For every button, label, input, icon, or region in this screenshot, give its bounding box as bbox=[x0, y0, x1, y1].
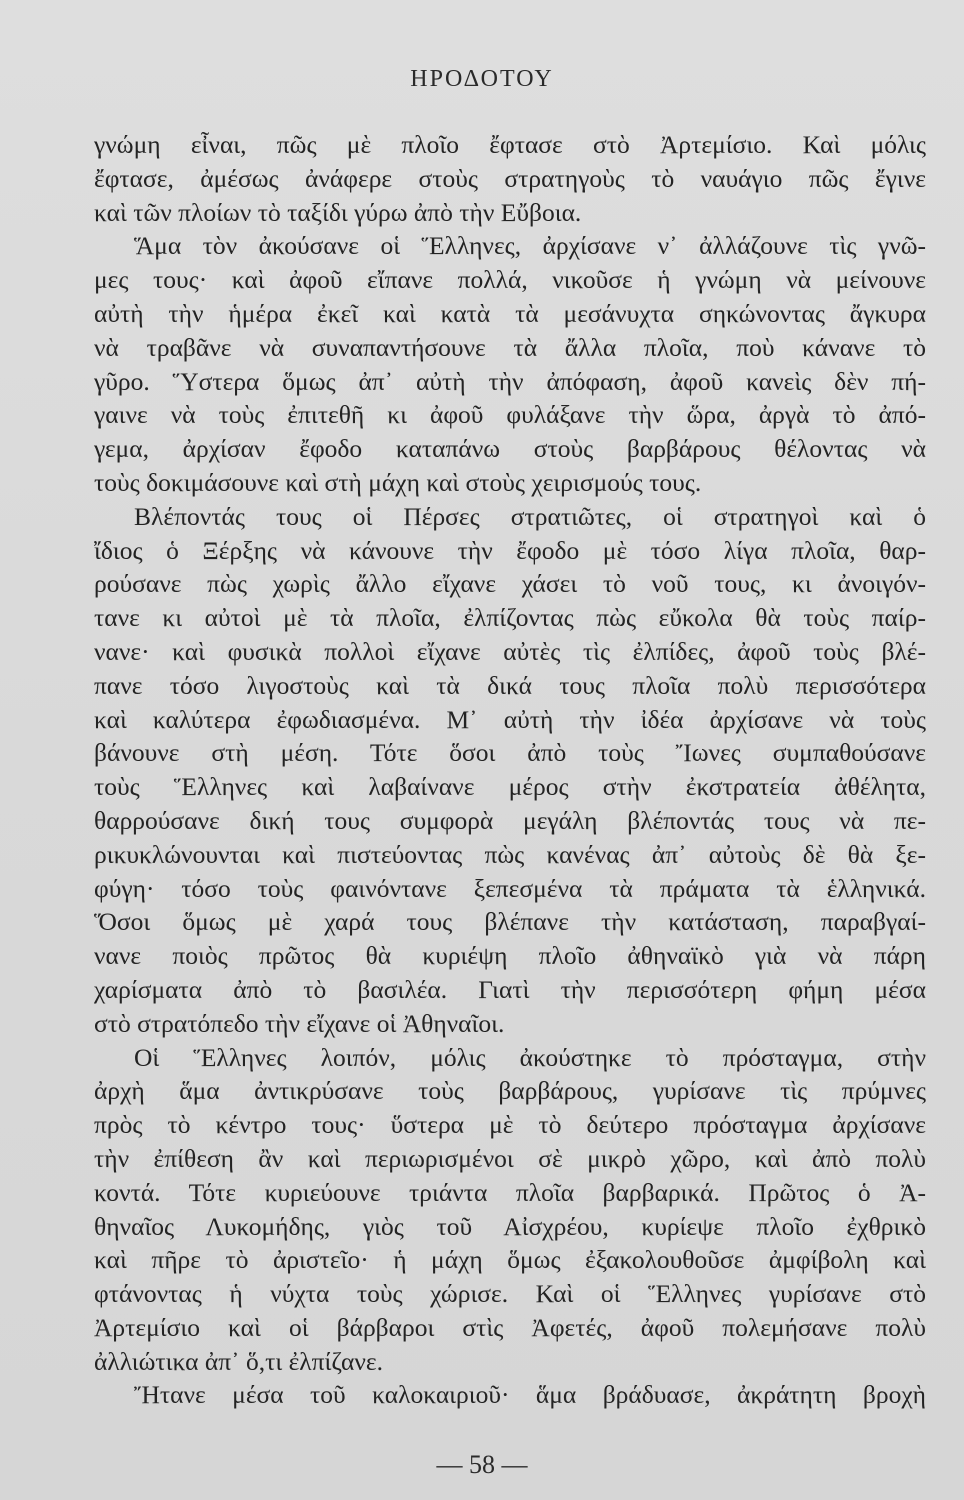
text-line: νὰ τραβᾶνε νὰ συναπαντήσουνε τὰ ἄλλα πλοῖα, ποὺ κάνανε τὸ bbox=[94, 332, 926, 362]
text-line: θηναῖος Λυκομήδης, γιὸς τοῦ Αἰσχρέου, κυρίεψε πλοῖο ἐχθρικὸ bbox=[94, 1211, 926, 1241]
text-line: καὶ καλύτερα ἐφωδιασμένα. Μ᾿ αὐτὴ τὴν ἰδέα ἀρχίσανε νὰ τοὺς bbox=[94, 704, 926, 734]
text-line: νανε ποιὸς πρῶτος θὰ κυριέψη πλοῖο ἀθηναϊκὸ γιὰ νὰ πάρη bbox=[94, 941, 926, 971]
text-line: στὸ στρατόπεδο τὴν εἴχανε οἱ Ἀθηναῖοι. bbox=[94, 1008, 505, 1038]
text-line: τοὺς δοκιμάσουνε καὶ στὴ μάχη καὶ στοὺς χειρισμούς τους. bbox=[94, 467, 702, 497]
page-number: — 58 — bbox=[436, 1450, 528, 1479]
text-line: τοὺς Ἕλληνες καὶ λαβαίνανε μέρος στὴν ἐκστρατεία ἀθέλητα, bbox=[94, 772, 926, 802]
text-line: Ὅσοι ὅμως μὲ χαρά τους βλέπανε τὴν κατάσταση, παραβγαί- bbox=[94, 907, 926, 937]
text-line: τὴν ἐπίθεση ἂν καὶ περιωρισμένοι σὲ μικρὸ χῶρο, καὶ ἀπὸ πολὺ bbox=[94, 1143, 926, 1173]
text-line: Βλέποντάς τους οἱ Πέρσες στρατιῶτες, οἱ στρατηγοὶ καὶ ὁ bbox=[134, 501, 926, 531]
text-line: μες τους· καὶ ἀφοῦ εἴπανε πολλά, νικοῦσε ἡ γνώμη νὰ μείνουνε bbox=[94, 265, 926, 295]
body-text bbox=[94, 128, 926, 1412]
text-line: Οἱ Ἕλληνες λοιπόν, μόλις ἀκούστηκε τὸ πρόσταγμα, στὴν bbox=[134, 1042, 926, 1072]
text-line: γῦρο. Ὕστερα ὅμως ἀπ᾿ αὐτὴ τὴν ἀπόφαση, ἀφοῦ κανεὶς δὲν πή- bbox=[94, 366, 926, 396]
text-line: ρούσανε πὼς χωρὶς ἄλλο εἴχανε χάσει τὸ νοῦ τους, κι ἀνοιγόν- bbox=[94, 569, 926, 599]
text-line: κοντά. Τότε κυριεύουνε τριάντα πλοῖα βαρβαρικά. Πρῶτος ὁ Ἀ- bbox=[94, 1177, 926, 1207]
text-line: θαρρούσανε δική τους συμφορὰ μεγάλη βλέποντάς τους νὰ πε- bbox=[94, 805, 926, 835]
text-line: πανε τόσο λιγοστοὺς καὶ τὰ δικά τους πλοῖα πολὺ περισσότερα bbox=[94, 670, 926, 700]
text-line: ἴδιος ὁ Ξέρξης νὰ κάνουνε τὴν ἔφοδο μὲ τόσο λίγα πλοῖα, θαρ- bbox=[94, 535, 926, 565]
text-line: πρὸς τὸ κέντρο τους· ὕστερα μὲ τὸ δεύτερο πρόσταγμα ἀρχίσανε bbox=[94, 1110, 926, 1140]
text-line: Ἤτανε μέσα τοῦ καλοκαιριοῦ· ἅμα βράδυασε, ἀκράτητη βροχὴ bbox=[134, 1380, 926, 1410]
text-line: τανε κι αὐτοὶ μὲ τὰ πλοῖα, ἐλπίζοντας πὼς εὔκολα θὰ τοὺς παίρ- bbox=[94, 603, 926, 633]
text-line: γνώμη εἶναι, πῶς μὲ πλοῖο ἔφτασε στὸ Ἀρτεμίσιο. Καὶ μόλις bbox=[94, 130, 926, 159]
running-header: ΗΡΟΔΟΤΟΥ bbox=[410, 66, 554, 92]
text-line: καὶ τῶν πλοίων τὸ ταξίδι γύρω ἀπὸ τὴν Εὔβοια. bbox=[94, 197, 582, 227]
text-line: Ἀρτεμίσιο καὶ οἱ βάρβαροι στὶς Ἀφετές, ἀφοῦ πολεμήσανε πολὺ bbox=[94, 1312, 926, 1342]
text-line: φτάνοντας ἡ νύχτα τοὺς χώρισε. Καὶ οἱ Ἕλληνες γυρίσανε στὸ bbox=[94, 1279, 926, 1309]
text-line: ἀλλιώτικα ἀπ᾿ ὅ,τι ἐλπίζανε. bbox=[94, 1346, 384, 1376]
text-line: γεμα, ἀρχίσαν ἔφοδο καταπάνω στοὺς βαρβάρους θέλοντας νὰ bbox=[94, 434, 926, 464]
text-line: αὐτὴ τὴν ἡμέρα ἐκεῖ καὶ κατὰ τὰ μεσάνυχτα σηκώνοντας ἄγκυρα bbox=[94, 298, 926, 328]
text-line: ἀρχὴ ἅμα ἀντικρύσανε τοὺς βαρβάρους, γυρίσανε τὶς πρύμνες bbox=[94, 1076, 926, 1106]
text-line: γαινε νὰ τοὺς ἐπιτεθῆ κι ἀφοῦ φυλάξανε τὴν ὥρα, ἀργὰ τὸ ἀπό- bbox=[94, 400, 926, 430]
text-line: βάνουνε στὴ μέση. Τότε ὅσοι ἀπὸ τοὺς Ἴωνες συμπαθούσανε bbox=[94, 738, 926, 768]
text-line: ρικυκλώνουνται καὶ πιστεύοντας πὼς κανένας ἀπ᾿ αὐτοὺς δὲ θὰ ξε- bbox=[94, 839, 926, 869]
text-line: φύγη· τόσο τοὺς φαινόντανε ξεπεσμένα τὰ πράματα τὰ ἑλληνικά. bbox=[94, 873, 926, 903]
text-line: καὶ πῆρε τὸ ἀριστεῖο· ἡ μάχη ὅμως ἐξακολουθοῦσε ἀμφίβολη καὶ bbox=[94, 1245, 926, 1275]
text-line: Ἅμα τὸν ἀκούσανε οἱ Ἕλληνες, ἀρχίσανε ν᾿ ἀλλάζουνε τὶς γνῶ- bbox=[134, 231, 926, 261]
text-line: νανε· καὶ φυσικὰ πολλοὶ εἴχανε αὐτὲς τὶς ἐλπίδες, ἀφοῦ τοὺς βλέ- bbox=[94, 636, 926, 666]
text-line: χαρίσματα ἀπὸ τὸ βασιλέα. Γιατὶ τὴν περισσότερη φήμη μέσα bbox=[94, 974, 926, 1004]
text-line: ἔφτασε, ἀμέσως ἀνάφερε στοὺς στρατηγοὺς τὸ ναυάγιο πῶς ἔγινε bbox=[94, 163, 926, 193]
